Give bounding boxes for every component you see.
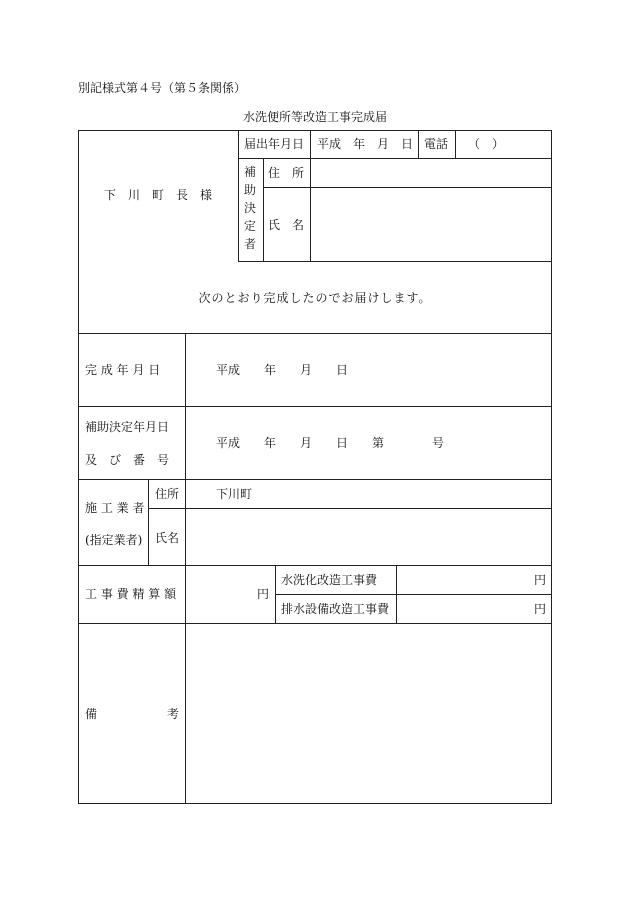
completion-date-label: 完 成 年 月 日 — [85, 363, 161, 377]
remarks-label: 備 — [85, 707, 98, 721]
applicant-label-char: 者 — [244, 237, 257, 251]
contractor-name-label: 氏名 — [155, 531, 180, 545]
remarks-field[interactable] — [186, 624, 551, 803]
applicant-name-field[interactable] — [311, 188, 551, 261]
completion-date-value[interactable]: 平成 年 月 日 — [216, 363, 349, 377]
divider — [78, 479, 552, 480]
divider — [275, 565, 276, 623]
phone-label: 電話 — [424, 137, 449, 151]
divider — [148, 479, 149, 565]
drain-cost-unit: 円 — [534, 602, 547, 616]
divider — [78, 406, 552, 407]
form-title: 水洗便所等改造工事完成届 — [242, 110, 387, 124]
decision-date-label: 補助決定年月日 — [85, 420, 170, 434]
applicant-label-char: 助 — [244, 183, 257, 197]
contractor-sublabel: (指定業者) — [85, 533, 143, 547]
applicant-label-char: 定 — [244, 219, 257, 233]
contractor-label: 施 工 業 者 — [85, 501, 145, 515]
decision-number-label: 及 び 番 号 — [85, 453, 170, 467]
applicant-label-char: 決 — [244, 201, 257, 215]
border-right — [551, 130, 552, 804]
divider — [310, 130, 311, 158]
flush-cost-unit: 円 — [534, 573, 547, 587]
addressee: 下 川 町 長 様 — [103, 188, 212, 202]
submission-date-label: 届出年月日 — [244, 137, 305, 151]
divider — [263, 158, 264, 261]
applicant-address-field[interactable] — [311, 159, 551, 187]
divider — [418, 130, 419, 158]
divider — [275, 594, 552, 595]
border-bottom — [78, 803, 552, 804]
divider — [78, 565, 552, 566]
contractor-name-field[interactable] — [186, 509, 551, 565]
decision-value[interactable]: 平成 年 月 日 第 号 — [216, 436, 445, 450]
remarks-label: 考 — [167, 707, 180, 721]
applicant-label-char: 補 — [244, 165, 257, 179]
divider — [78, 333, 552, 334]
divider — [238, 130, 239, 261]
applicant-name-label: 氏 名 — [268, 218, 305, 232]
form-reference: 別記様式第４号（第５条関係） — [78, 81, 247, 95]
divider — [238, 261, 552, 262]
border-top — [78, 130, 552, 131]
border-left — [78, 130, 79, 804]
flush-cost-label: 水洗化改造工事費 — [281, 573, 378, 587]
statement: 次のとおり完成したのでお届けします。 — [198, 291, 432, 305]
drain-cost-label: 排水設備改造工事費 — [281, 602, 390, 616]
contractor-address-label: 住所 — [155, 487, 180, 501]
divider — [455, 130, 456, 158]
cost-total-unit: 円 — [257, 587, 270, 601]
phone-value[interactable]: （ ） — [468, 137, 505, 151]
divider — [396, 565, 397, 623]
completion-form — [78, 130, 552, 804]
submission-date-value[interactable]: 平成 年 月 日 — [317, 137, 414, 151]
cost-label: 工 事 費 精 算 額 — [85, 587, 177, 601]
applicant-address-label: 住 所 — [268, 166, 305, 180]
contractor-address-value[interactable]: 下川町 — [216, 487, 253, 501]
